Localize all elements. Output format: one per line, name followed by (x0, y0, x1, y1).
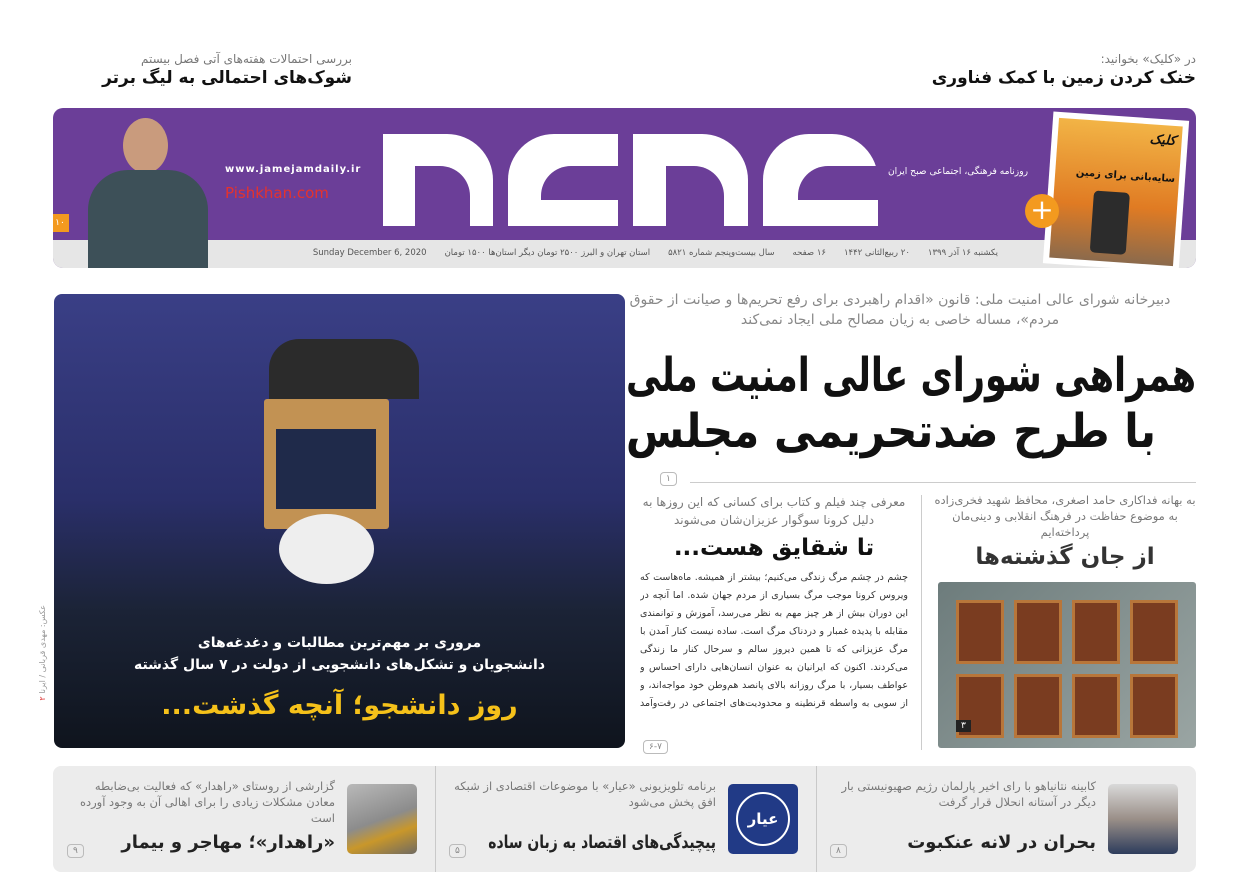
website-link[interactable]: www.jamejamdaily.ir (225, 164, 362, 175)
page-ref: ۸ (830, 844, 847, 858)
issue-info (313, 248, 998, 258)
teaser-kicker: برنامه تلویزیونی «عیار» با موضوعات اقتصادی از شبکه افق پخش می‌شود (454, 779, 716, 809)
photo-kicker: مروری بر مهم‌ترین مطالبات و دغدغه‌های دانشجویان و تشکل‌های دانشجویی از دولت در ۷ سال گذشته (133, 635, 546, 673)
date-persian: یکشنبه ۱۶ آذر ۱۳۹۹ (927, 248, 998, 258)
teaser-ayar[interactable] (435, 766, 816, 872)
supplement-logo: کلیک (1149, 132, 1177, 150)
plus-icon: + (1025, 194, 1059, 228)
page-ref: ۶-۷ (643, 740, 668, 754)
coach-photo (83, 118, 213, 268)
issue-number: سال بیست‌وپنجم شماره ۵۸۲۱ (668, 248, 775, 258)
supplement-title: سایه‌بانی برای زمین (1075, 167, 1176, 186)
top-right-teaser[interactable] (776, 52, 1196, 88)
teaser-headline: پیچیدگی‌های اقتصاد به زبان ساده (488, 832, 716, 853)
story-headline: از جان گذشته‌ها (975, 544, 1155, 570)
teaser-kicker: بررسی احتمالات هفته‌های آتی فصل بیستم (140, 52, 352, 66)
teaser-kicker: در «کلیک» بخوانید: (1100, 52, 1196, 66)
teaser-kicker: کابینه نتانیاهو با رای اخیر پارلمان رژیم صهیونیستی بار دیگر در آستانه انحلال قرار گرفت (841, 779, 1096, 809)
lead-headline: همراهی شورای عالی امنیت ملی (625, 348, 1196, 403)
story-kicker: به بهانه فداکاری حامد اصغری، محافظ شهید فخری‌زاده به موضوع حفاظت در فرهنگ انقلابی و دینی‌مان پرداخته‌ایم (934, 493, 1196, 539)
page-count: ۱۶ صفحه (792, 248, 826, 258)
teaser-headline: «راهدار»؛ مهاجر و بیمار (121, 832, 335, 853)
photo-credit: عکس: مهدی قربانی / ایرنا ۲ (38, 605, 47, 701)
page-badge: ۱۰ (53, 214, 69, 232)
speaker (269, 339, 419, 399)
page-ref: ۱ (660, 472, 677, 486)
bulldozer-thumb (347, 784, 417, 854)
lead-story[interactable] (626, 348, 1196, 460)
teaser-headline: شوک‌های احتمالی به لیگ برتر (102, 68, 352, 88)
shaghayegh-story[interactable] (640, 493, 908, 713)
martyrs-story[interactable] (932, 492, 1198, 571)
date-hijri: ۲۰ ربیع‌الثانی ۱۴۴۲ (843, 248, 910, 258)
masthead (53, 108, 1196, 268)
lead-headline: با طرح ضدتحریمی مجلس (625, 404, 1156, 459)
ayar-logo: عیار (728, 784, 798, 854)
page-ref: ۹ (67, 844, 84, 858)
teaser-headline: بحران در لانه عنکبوت (907, 832, 1096, 853)
page-ref: ۵ (449, 844, 466, 858)
watermark: Pishkhan.com (225, 184, 329, 202)
turban (279, 514, 374, 584)
student-day-photo-story[interactable] (54, 294, 625, 748)
story-headline: تا شقایق هست... (673, 535, 875, 561)
martyrs-photo-grid (938, 582, 1196, 748)
divider (690, 482, 1196, 483)
teaser-netanyahu[interactable] (816, 766, 1196, 872)
story-kicker: معرفی چند فیلم و کتاب برای کسانی که این روزها به دلیل کرونا سوگوار عزیزان‌شان می‌شوند (642, 495, 906, 527)
netanyahu-thumb (1108, 784, 1178, 854)
teaser-kicker: گزارشی از روستای «راهدار» که فعالیت بی‌ضابطه معادن مشکلات زیادی را برای اهالی آن به وجود آورده است (79, 779, 335, 825)
price: استان تهران و البرز ۲۵۰۰ تومان دیگر استان‌ها ۱۵۰۰ تومان (444, 248, 651, 258)
click-supplement-cover[interactable] (1043, 111, 1189, 268)
top-left-teaser[interactable] (52, 52, 352, 88)
photo-headline: روز دانشجو؛ آنچه گذشت... (161, 690, 518, 721)
teaser-headline: خنک کردن زمین با کمک فناوری (931, 68, 1196, 88)
story-body: چشم در چشم مرگ زندگی می‌کنیم؛ بیشتر از همیشه. ماه‌هاست که ویروس کرونا موجب مرگ بسیاری از مردم جهان شده. اما آنچه در این دوران بیش از هر چیز مهم به نظر می‌رسد، آموزش و توانمندی مقابله با پدیده غمبار و دردناک مرگ است. ساده نیست کنار آمدن با مرگ عزیزانی که تا همین دیروز سالم و سرحال کنار ما زندگی می‌کردند. اکنون که ایرانیان به عنوان انسان‌هایی دارای احساس و عواطف بسیار، با مرگ روزانه بالای پانصد هم‌وطن خود مواجه‌اند، و از سویی به واسطه قرنطینه و محدودیت‌های اجتماعی در رفت‌وآمد (640, 572, 908, 709)
bottom-teasers (53, 766, 1196, 872)
tagline: روزنامه فرهنگی، اجتماعی صبح ایران (887, 166, 1028, 177)
page-ref: ۳ (956, 720, 971, 732)
teaser-rahdar[interactable] (53, 766, 435, 872)
date-english: Sunday December 6, 2020 (312, 248, 427, 258)
lead-kicker: دبیرخانه شورای عالی امنیت ملی: قانون «اقدام راهبردی برای رفع تحریم‌ها و صیانت از حقوق مردم»، مساله خاصی به زیان مصالح ملی ایجاد نمی‌کند (629, 292, 1171, 328)
phone-illustration (1090, 190, 1130, 254)
divider (921, 495, 922, 750)
